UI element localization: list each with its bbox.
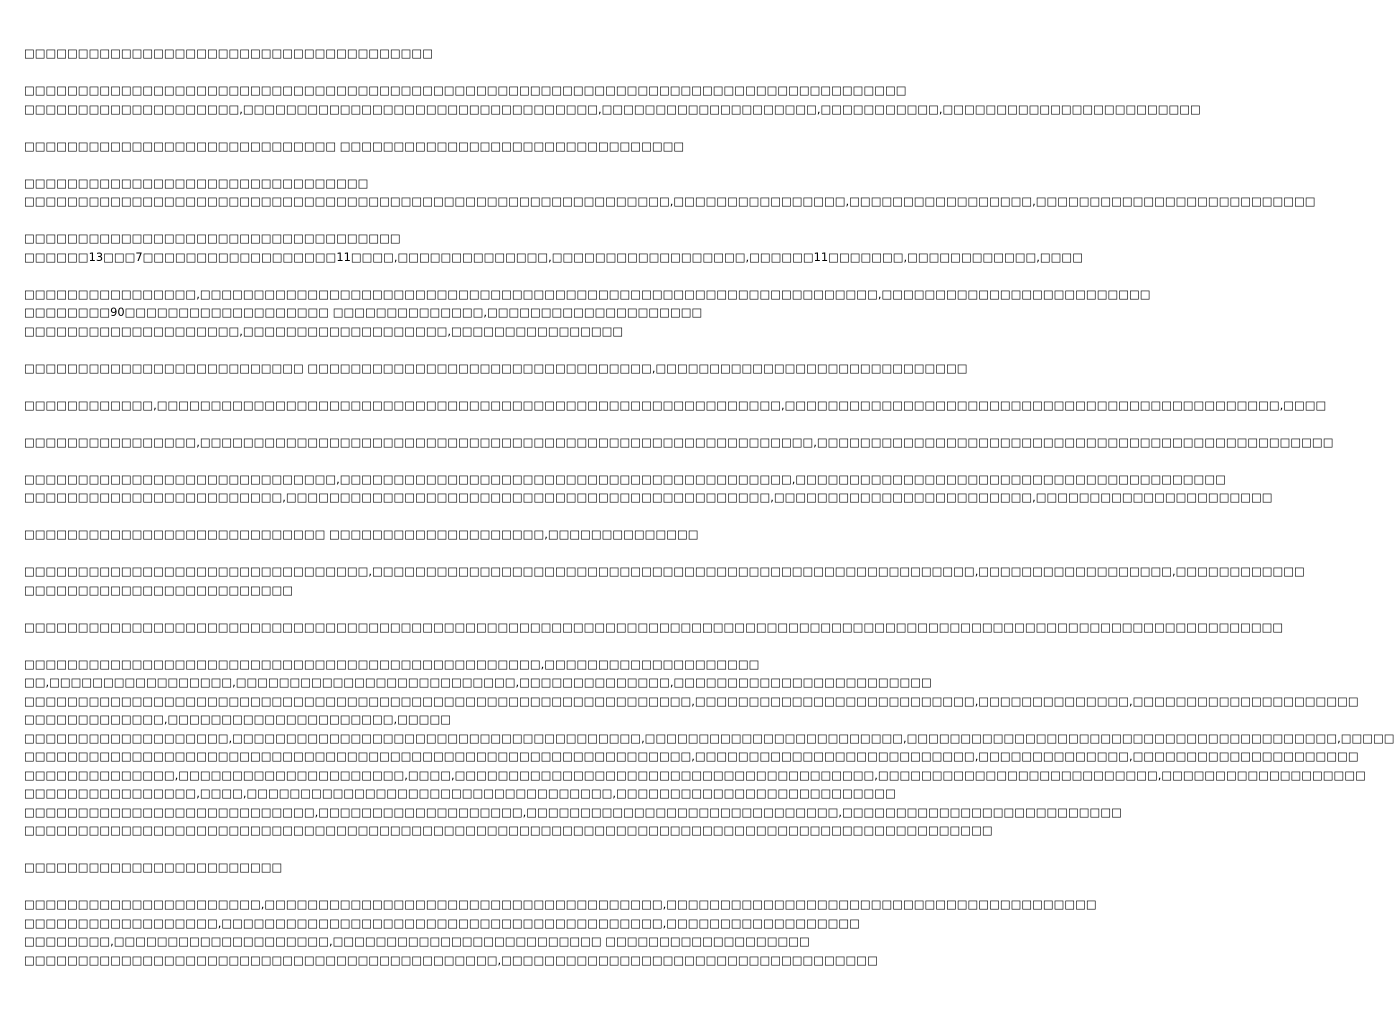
paragraph	[24, 229, 1083, 266]
text-line: □□□□□□□□□□□□□□□□□□□□,□□□□□□□□□□□□□□□□□□□□□□□□□□□□□□□□□,□□□□□□□□□□□□□□□□□□□□,□□□□□□□□□□□,□□□□□□□□□□□□□□□□□□□□□□□□	[24, 101, 1201, 116]
text-line: □□,□□□□□□□□□□□□□□□□□,□□□□□□□□□□□□□□□□□□□□□□□□□□,□□□□□□□□□□□□□□,□□□□□□□□□□□□□□□□□□□□□□□□	[24, 675, 932, 689]
text-line: □□□□□□□□□□□□□□□□□□□□□□□□□□□,□□□□□□□□□□□□□□□□□□□,□□□□□□□□□□□□□□□□□□□□□□□□□□□□□,□□□□□□□□□□□□□□□□□□□□□□□□□□	[24, 804, 1122, 819]
text-line: □□□□□□□□□□□□□□□□□□□□□□□□□□□□□ □□□□□□□□□□□□□□□□□□□□□□□□□□□□□□□□	[24, 138, 685, 153]
text-line: □□□□□□□□□□□□□□□□,□□□□,□□□□□□□□□□□□□□□□□□□□□□□□□□□□□□□□□□,□□□□□□□□□□□□□□□□□□□□□□□□□□	[24, 786, 896, 800]
paragraph	[24, 525, 720, 544]
text-line: □□□□□□13□□□7□□□□□□□□□□□□□□□□□□11□□□□,□□□□□□□□□□□□□□,□□□□□□□□□□□□□□□□□□,□□□□□□11□□□□□□□,□□□□□□□□□□□□,□□□□	[24, 249, 1083, 264]
paragraph-gap	[24, 451, 720, 470]
paragraph	[24, 81, 1201, 118]
text-line: □□□□□□□□□□□□□□□□□□□□□□□□□□ □□□□□□□□□□□□□□□□□□□□□□□□□□□□□□□□,□□□□□□□□□□□□□□□□□□□□□□□□□□□□□	[24, 360, 968, 375]
paragraph	[24, 433, 1334, 452]
paragraph	[24, 858, 720, 877]
text-line: □□□□□□□□□□□□□□,□□□□□□□□□□□□□□□□□□□□□,□□□□,□□□□□□□□□□□□□□□□□□□□□□□□□□□□□□□□□□□□□□□,□□□□□□□□□□□□□□□□□□□□□□□□□□,□□□□□□□□□□□□□□□□□□□	[24, 767, 1366, 782]
text-line: □□□□□□□□□□□□,□□□□□□□□□□□□□□□□□□□□□□□□□□□□□□□□□□□□□□□□□□□□□□□□□□□□□□□□□□,□□□□□□□□□□□□□□□□□□□□□□□□□□□□□□□□□□□□□□□□□□□□□□,□□□□	[24, 397, 1327, 412]
paragraph	[24, 655, 1395, 840]
text-line: □□□□□□□□90□□□□□□□□□□□□□□□□□□□ □□□□□□□□□□□□□□,□□□□□□□□□□□□□□□□□□□□	[24, 305, 703, 319]
text-line: □□□□□□□□□□□□□,□□□□□□□□□□□□□□□□□□□□□,□□□□□	[24, 712, 451, 726]
text-line: □□□□□□□□□□□□□□□□□□□□□□□□□□□□□,□□□□□□□□□□□□□□□□□□□□□□□□□□□□□□□□□□□□□□□□□□,□□□□□□□□□□□□□□□□□□□□□□□□□□□□□□□□□□□□□□□□	[24, 471, 1226, 486]
paragraph-gap	[24, 507, 720, 526]
text-line: □□□□□□□□□□□□□□□□□□□□□□□□□□□□□□□□□□□□□□□□□□□□□□□□□□□□□□□□□□□□□□□□□□□□□□□□□□□□□□□□□□	[24, 83, 907, 97]
paragraph	[24, 895, 1097, 969]
text-line: □□□□□□□□□□□□□□□□□□□□□□□□□□□□□□□□□□□□□□□□□□□□□□□□□□□□□□□□□□□□□□□□□□□□□□□□□□□□□□□□□□□□□□□□□□	[24, 823, 993, 837]
text-line: □□□□□□□□□□□□□□□□□□,□□□□□□□□□□□□□□□□□□□□□□□□□□□□□□□□□□□□□□□□□,□□□□□□□□□□□□□□□□□□	[24, 915, 860, 930]
paragraph	[24, 618, 1284, 637]
text-line: □□□□□□□□□□□□□□□□□□□□□□□□□□□□□□□□□□□□□□□□□□□□,□□□□□□□□□□□□□□□□□□□□□□□□□□□□□□□□□□□	[24, 952, 878, 967]
paragraph	[24, 44, 720, 63]
paragraph-gap	[24, 544, 720, 563]
paragraph	[24, 396, 1327, 415]
paragraph-gap	[24, 877, 720, 896]
text-line: □□□□□□□□□□□□□□□□□□□□□□□□□□□□□□□□,□□□□□□□□□□□□□□□□□□□□□□□□□□□□□□□□□□□□□□□□□□□□□□□□□□□□□□□□,□□□□□□□□□□□□□□□□□□,□□□□□□□□□□□□	[24, 564, 1305, 578]
text-line: □□□□□□□□□□□□□□□□□□□□□□□□□□□□□□□□□□□□□□	[24, 46, 433, 60]
text-line: □□□□□□□□□□□□□□□□,□□□□□□□□□□□□□□□□□□□□□□□□□□□□□□□□□□□□□□□□□□□□□□□□□□□□□□□□□,□□□□□□□□□□□□□□□□□□□□□□□□□□□□□□□□□□□□□□□□□□□□□□□□	[24, 434, 1334, 449]
text-line: □□□□□□□□,□□□□□□□□□□□□□□□□□□□□,□□□□□□□□□□□□□□□□□□□□□□□□□ □□□□□□□□□□□□□□□□□□□	[24, 934, 810, 948]
text-line: □□□□□□□□□□□□□□□□□□□□□□□□□□□□□□□□□□□□□□□□□□□□□□□□□□□□□□□□□□□□□□,□□□□□□□□□□□□□□□□□□□□□□□□□□,□□□□□□□□□□□□□□,□□□□□□□□□□□□□□□□□□□□□	[24, 693, 1359, 708]
document-body	[24, 44, 1395, 969]
text-line: □□□□□□□□□□□□□□□□□□□□□□□□□□□□□□□□□□□□□□□□□□□□□□□□□□□□□□□□□□□□□□□□□□□□□□□□□□□□□□□□□□□□□□□□□□□□□□□□□□□□□□□□□□□□□□□□□□□□□	[24, 619, 1284, 634]
text-line: □□□□□□□□□□□□□□□□□□□,□□□□□□□□□□□□□□□□□□□□□□□□□□□□□□□□□□□□□□,□□□□□□□□□□□□□□□□□□□□□□□□,□□□□□□□□□□□□□□□□□□□□□□□□□□□□□□□□□□□□□□□□,□□□□□	[24, 730, 1395, 745]
paragraph-gap	[24, 211, 720, 230]
text-line: □□□□□□□□□□□□□□□□□□□□□□,□□□□□□□□□□□□□□□□□□□□□□□□□□□□□□□□□□□□□,□□□□□□□□□□□□□□□□□□□□□□□□□□□□□□□□□□□□□□□□	[24, 897, 1097, 911]
text-line: □□□□□□□□□□□□□□□□□□□□□□□□□□□□□□□□□□□	[24, 231, 401, 245]
paragraph-gap	[24, 155, 720, 174]
text-line: □□□□□□□□□□□□□□□□□□□□□□□□,□□□□□□□□□□□□□□□□□□□□□□□□□□□□□□□□□□□□□□□□□□□□□,□□□□□□□□□□□□□□□□□□□□□□□□,□□□□□□□□□□□□□□□□□□□□□□	[24, 490, 1273, 504]
text-line: □□□□□□□□□□□□□□□□□□□□□□□□□□□□□□□□□□□□□□□□□□□□□□□□□□□□□□□□□□□□□□,□□□□□□□□□□□□□□□□□□□□□□□□□□,□□□□□□□□□□□□□□,□□□□□□□□□□□□□□□□□□□□□	[24, 749, 1359, 763]
paragraph-gap	[24, 63, 720, 82]
text-line: □□□□□□□□□□□□□□□□□□□□□□□□□□□□□□□□□□□□□□□□□□□□□□□□□□□□□□□□□□□□,□□□□□□□□□□□□□□□□,□□□□□□□□□□□□□□□□□,□□□□□□□□□□□□□□□□□□□□□□□□□□	[24, 194, 1316, 208]
text-line: □□□□□□□□□□□□□□□□□□□□□□□□□	[24, 582, 294, 597]
paragraph-gap	[24, 340, 720, 359]
paragraph	[24, 562, 1305, 599]
paragraph-gap	[24, 414, 720, 433]
paragraph-gap	[24, 599, 720, 618]
paragraph-gap	[24, 636, 720, 655]
paragraph	[24, 359, 968, 378]
paragraph-gap	[24, 840, 720, 859]
text-line: □□□□□□□□□□□□□□□□□□□□□□□□□□□□□□□□	[24, 175, 369, 190]
paragraph-gap	[24, 266, 720, 285]
paragraph	[24, 285, 1151, 341]
paragraph	[24, 174, 1316, 211]
text-line: □□□□□□□□□□□□□□□□,□□□□□□□□□□□□□□□□□□□□□□□□□□□□□□□□□□□□□□□□□□□□□□□□□□□□□□□□□□□□□□□,□□□□□□□□□□□□□□□□□□□□□□□□□	[24, 286, 1151, 301]
paragraph	[24, 470, 1273, 507]
text-line: □□□□□□□□□□□□□□□□□□□□□□□□	[24, 860, 283, 874]
paragraph-gap	[24, 118, 720, 137]
text-line: □□□□□□□□□□□□□□□□□□□□□□□□□□□□ □□□□□□□□□□□□□□□□□□□□,□□□□□□□□□□□□□□	[24, 527, 699, 541]
text-line: □□□□□□□□□□□□□□□□□□□□,□□□□□□□□□□□□□□□□□□□,□□□□□□□□□□□□□□□□	[24, 323, 624, 338]
paragraph-gap	[24, 377, 720, 396]
paragraph	[24, 137, 720, 156]
text-line: □□□□□□□□□□□□□□□□□□□□□□□□□□□□□□□□□□□□□□□□□□□□□□□□,□□□□□□□□□□□□□□□□□□□□	[24, 656, 760, 671]
